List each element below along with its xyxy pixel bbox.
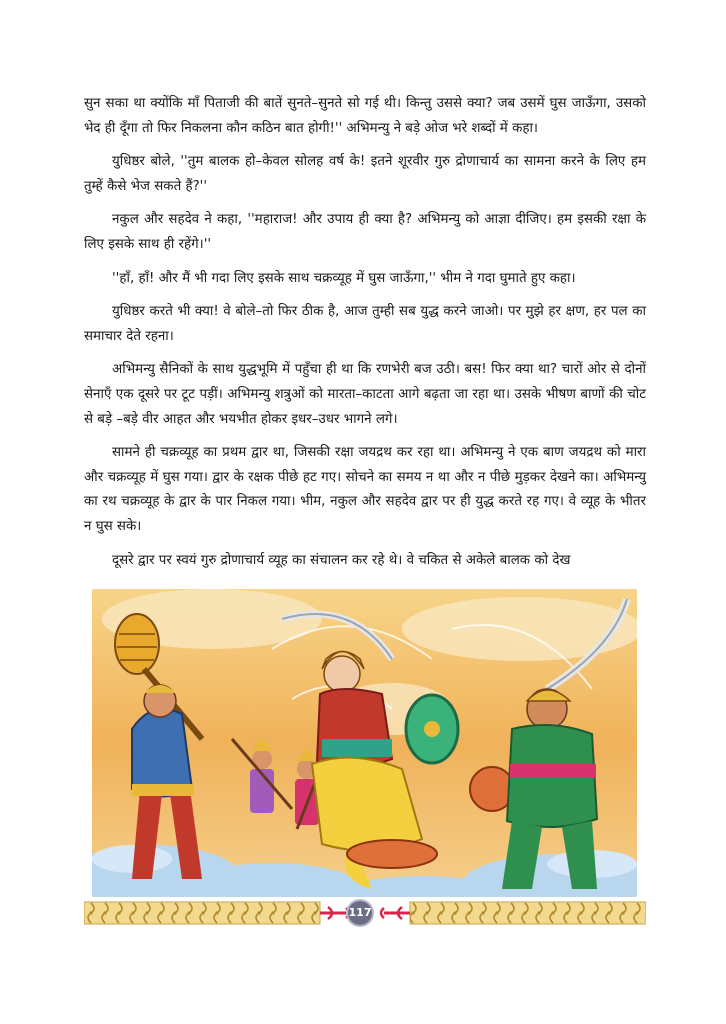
paragraph-4: ''हाँ, हाँ! और मैं भी गदा लिए इसके साथ चक्रव्यूह में घुस जाऊँगा,'' भीम ने गदा घुमाते हुए कहा। <box>112 270 576 286</box>
paragraph-2: युधिष्ठर बोले, ''तुम बालक हो–केवल सोलह वर्ष के! इतने शूरवीर गुरु द्रोणाचार्य का सामना करने के लिए हम तुम्हें कैसे भेज सकते हैं?'' <box>84 154 646 194</box>
paragraph-8: दूसरे द्वार पर स्वयं गुरु द्रोणाचार्य व्यूह का संचालन कर रहे थे। वे चकित से अकेले बालक को देख <box>112 552 571 568</box>
paragraph-1: सुन सका था क्योंकि माँ पिताजी की बातें सुनते–सुनते सो गई थी। किन्तु उससे क्या? जब उसमें घुस जाऊँगा, उसको भेद ही दूँगा तो फिर निकलना कौन कठिन बात होगी!'' अभिमन्यु ने बड़े ओज भरे शब्दों में कहा। <box>84 96 646 136</box>
body-text <box>84 92 646 582</box>
paragraph-7: सामने ही चक्रव्यूह का प्रथम द्वार था, जिसकी रक्षा जयद्रथ कर रहा था। अभिमन्यु ने एक बाण जयद्रथ को मारा और चक्रव्यूह में घुस गया। द्वार के रक्षक पीछे हट गए। सोचने का समय न था और न पीछे मुड़कर देखने का। अभिमन्यु का रथ चक्रव्यूह के द्वार के पार निकल गया। भीम, नकुल और सहदेव द्वार पर ही युद्ध करते रह गए। वे व्यूह के भीतर न घुस सके। <box>84 445 646 534</box>
paragraph-5: युधिष्ठर करते भी क्या! वे बोले–तो फिर ठीक है, आज तुम्ही सब युद्ध करने जाओ। पर मुझे हर क्षण, हर पल का समाचार देते रहना। <box>84 304 646 344</box>
page-number: 117 <box>348 901 372 925</box>
battle-illustration <box>92 589 637 897</box>
paragraph-3: नकुल और सहदेव ने कहा, ''महाराज! और उपाय ही क्या है? अभिमन्यु को आज्ञा दीजिए। हम इसकी रक्षा के लिए इसके साथ ही रहेंगे।'' <box>84 212 646 252</box>
paragraph-6: अभिमन्यु सैनिकों के साथ युद्धभूमि में पहुँचा ही था कि रणभेरी बज उठी। बस! फिर क्या था? चारों ओर से दोनों सेनाएँ एक दूसरे पर टूट पड़ीं। अभिमन्यु शत्रुओं को मारता–काटता आगे बढ़ता जा रहा था। उसके भीषण बाणों की चोट से बड़े –बड़े वीर आहत और भयभीत होकर इधर–उधर भागने लगे। <box>84 362 646 427</box>
